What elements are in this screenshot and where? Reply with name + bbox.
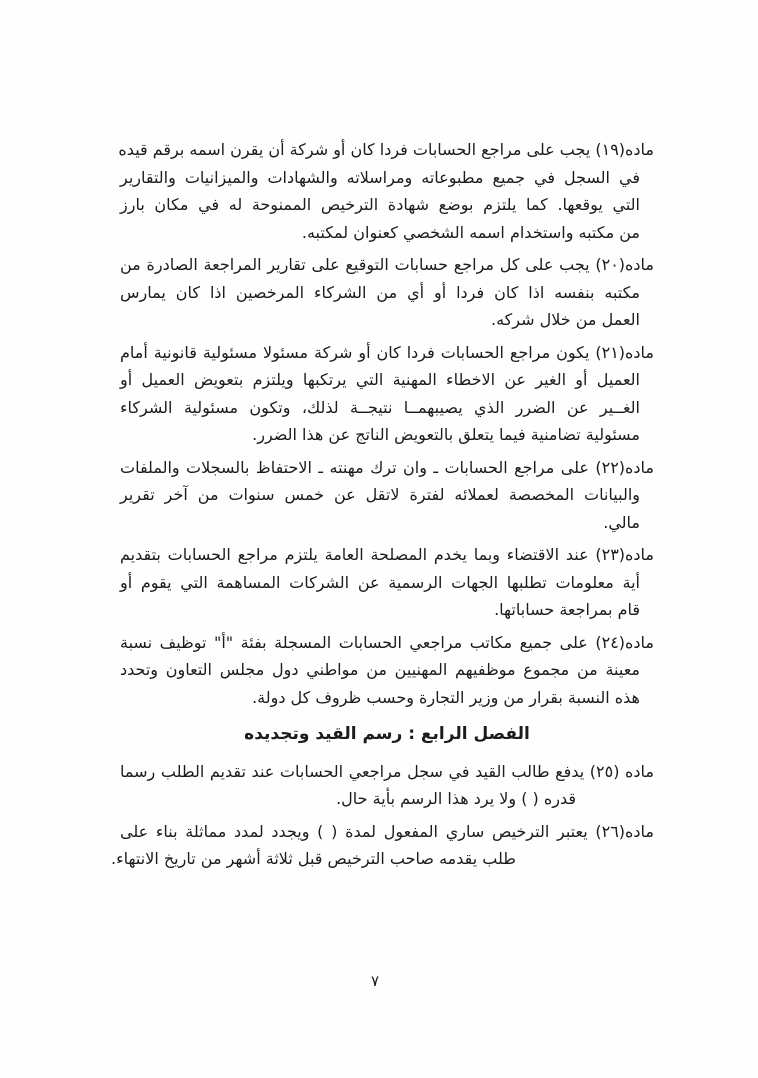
article-21-line-4: مسئولية تضامنية فيما يتعلق بالتعويض الناتج عن هذا الضرر. <box>252 425 640 444</box>
article-22-line-2: والبيانات المخصصة لعملائه لفترة لاتقل عن خمس سنوات من آخر تقرير <box>120 485 640 504</box>
article-20 <box>120 251 654 334</box>
article-24 <box>120 629 654 712</box>
article-24-line-2: معينة من مجموع موظفيهم المهنيين من مواطني دول مجلس التعاون وتحدد <box>120 660 640 679</box>
article-21-line-2: العميل أو الغير عن الاخطاء المهنية التي يرتكبها ويلتزم بتعويض العميل أو <box>120 370 640 389</box>
article-26 <box>111 818 654 873</box>
chapter-heading: الفصل الرابع : رسم القيد وتجديده <box>244 724 530 744</box>
article-23-line-1: ماده(٢٣) عند الاقتضاء وبما يخدم المصلحة العامة يلتزم مراجع الحسابات بتقديم <box>120 545 654 564</box>
article-22-line-1: ماده(٢٢) على مراجع الحسابات ـ وان ترك مهنته ـ الاحتفاظ بالسجلات والملفات <box>120 457 654 477</box>
article-22 <box>120 454 654 537</box>
article-19-line-2: في السجل في جميع مطبوعاته ومراسلاته والشهادات والميزانيات والتقارير <box>120 167 640 187</box>
article-19-line-4: من مكتبه واستخدام اسمه الشخصي كعنوان لمكتبه. <box>301 222 640 242</box>
article-21 <box>120 339 654 449</box>
article-26-line-2: طلب يقدمه صاحب الترخيص قبل ثلاثة أشهر من تاريخ الانتهاء. <box>111 849 516 868</box>
article-21-line-1: ماده(٢١) يكون مراجع الحسابات فردا كان أو شركة مسئولا مسئولية قانونية أمام <box>120 342 654 362</box>
article-22-line-3: مالي. <box>603 512 640 532</box>
article-20-line-3: العمل من خلال شركه. <box>491 310 640 329</box>
article-20-line-2: مكتبه بنفسه اذا كان فردا أو أي من الشركاء المرخصين اذا كان يمارس <box>120 282 640 302</box>
article-19-line-1: ماده(١٩) يجب على مراجع الحسابات فردا كان أو شركة أن يقرن اسمه برقم قيده <box>118 140 654 159</box>
article-23 <box>120 541 654 624</box>
article-23-line-2: أية معلومات تطلبها الجهات الرسمية عن الشركات المساهمة التي يقوم أو <box>120 572 640 592</box>
article-19-line-3: التي يوقعها. كما يلتزم بوضع شهادة الترخيص الممنوحة له في مكان بارز <box>120 195 640 214</box>
article-25 <box>120 758 654 813</box>
article-24-line-3: هذه النسبة بقرار من وزير التجارة وحسب ظروف كل دولة. <box>252 687 640 707</box>
article-21-line-3: الغــير عن الضرر الذي يصيبهمــا نتيجــة لذلك، وتكون مسئولية الشركاء <box>120 397 640 417</box>
article-26-line-1: ماده(٢٦) يعتبر الترخيص ساري المفعول لمدة ( ) ويجدد لمدد مماثلة بناء على <box>120 821 654 841</box>
page-number: ٧ <box>370 972 380 990</box>
article-23-line-3: قام بمراجعة حساباتها. <box>494 600 640 619</box>
article-20-line-1: ماده(٢٠) يجب على كل مراجع حسابات التوقيع على تقارير المراجعة الصادرة من <box>120 255 654 274</box>
article-25-line-1: ماده (٢٥) يدفع طالب القيد في سجل مراجعي الحسابات عند تقديم الطلب رسما <box>120 761 654 781</box>
article-25-line-2: قدره ( ) ولا يرد هذا الرسم بأية حال. <box>336 789 576 808</box>
article-24-line-1: ماده(٢٤) على جميع مكاتب مراجعي الحسابات المسجلة بفئة "أ" توظيف نسبة <box>120 632 654 652</box>
page-content <box>111 136 654 878</box>
article-19 <box>120 136 654 246</box>
